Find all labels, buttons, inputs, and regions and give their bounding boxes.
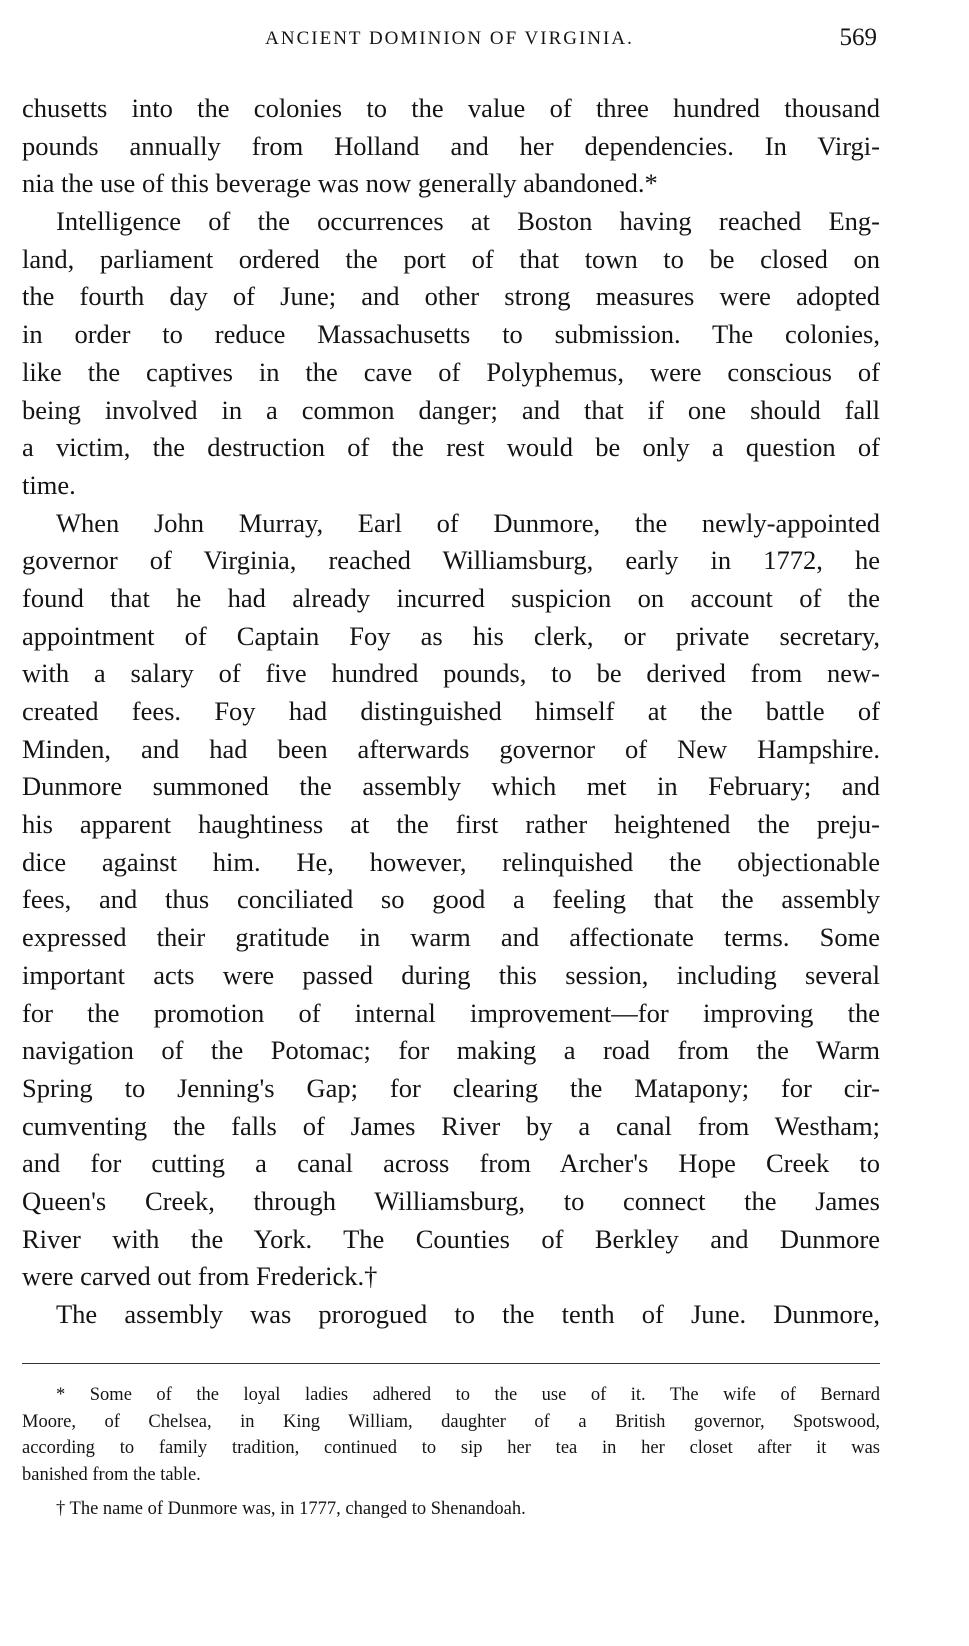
footnote-line: * Some of the loyal ladies adhered to the use of it. The wife of Bernard — [56, 1385, 880, 1405]
text-line: a victim, the destruction of the rest would be only a question of — [22, 432, 880, 463]
text-line: found that he had already incurred suspicion on account of the — [22, 582, 880, 613]
text-line: time. — [22, 469, 76, 500]
text-line: the fourth day of June; and other strong measures were adopted — [22, 281, 880, 312]
text-line: cumventing the falls of James River by a canal from Westham; — [22, 1110, 880, 1141]
text-line: and for cutting a canal across from Archer's Hope Creek to — [22, 1148, 880, 1179]
text-line: like the captives in the cave of Polyphemus, were conscious of — [22, 356, 880, 387]
text-line: important acts were passed during this session, including several — [22, 959, 880, 990]
text-line: chusetts into the colonies to the value of three hundred thousand — [22, 93, 880, 123]
text-line: governor of Virginia, reached Williamsburg, early in 1772, he — [22, 545, 880, 576]
text-line: navigation of the Potomac; for making a road from the Warm — [22, 1035, 880, 1066]
footnote-line: according to family tradition, continued to sip her tea in her closet after it was — [22, 1438, 880, 1458]
text-line: expressed their gratitude in warm and affectionate terms. Some — [22, 922, 880, 953]
text-line: in order to reduce Massachusetts to submission. The colonies, — [22, 319, 880, 350]
footnote-gap — [22, 1488, 880, 1496]
footnote-rule — [22, 1363, 880, 1364]
text-line: fees, and thus conciliated so good a feeling that the assembly — [22, 884, 880, 915]
text-line: Spring to Jenning's Gap; for clearing the Matapony; for cir- — [22, 1072, 880, 1103]
footnote-line: Moore, of Chelsea, in King William, daughter of a British governor, Spotswood, — [22, 1411, 880, 1432]
text-line: for the promotion of internal improvement—for improving the — [22, 997, 880, 1028]
text-line: When John Murray, Earl of Dunmore, the newly-appointed — [56, 507, 880, 538]
text-line: land, parliament ordered the port of that town to be closed on — [22, 243, 880, 274]
footnote-line: † The name of Dunmore was, in 1777, changed to Shenandoah. — [56, 1499, 526, 1519]
footnotes — [22, 1382, 880, 1523]
text-line: Intelligence of the occurrences at Boston having reached Eng- — [56, 206, 880, 237]
text-line: dice against him. He, however, relinquished the objectionable — [22, 846, 880, 877]
text-line: were carved out from Frederick.† — [22, 1261, 378, 1292]
text-line: The assembly was prorogued to the tenth of June. Dunmore, — [56, 1299, 880, 1329]
text-line: his apparent haughtiness at the first rather heightened the preju- — [22, 809, 880, 840]
running-title: ANCIENT DOMINION OF VIRGINIA. — [265, 28, 634, 49]
text-line: Queen's Creek, through Williamsburg, to connect the James — [22, 1185, 880, 1216]
text-line: Minden, and had been afterwards governor of New Hampshire. — [22, 733, 880, 764]
text-line: nia the use of this beverage was now generally abandoned.* — [22, 168, 658, 199]
text-line: Dunmore summoned the assembly which met in February; and — [22, 771, 880, 802]
text-line: created fees. Foy had distinguished himself at the battle of — [22, 696, 880, 726]
text-line: appointment of Captain Foy as his clerk, or private secretary, — [22, 620, 880, 651]
text-line: with a salary of five hundred pounds, to be derived from new- — [22, 658, 880, 689]
page-number: 569 — [839, 24, 877, 51]
text-line: being involved in a common danger; and that if one should fall — [22, 394, 880, 425]
text-line: River with the York. The Counties of Berkley and Dunmore — [22, 1223, 880, 1254]
running-head — [22, 26, 877, 58]
text-line: pounds annually from Holland and her dependencies. In Virgi- — [22, 130, 880, 161]
body-text — [22, 90, 880, 1334]
footnote-line: banished from the table. — [22, 1464, 201, 1485]
